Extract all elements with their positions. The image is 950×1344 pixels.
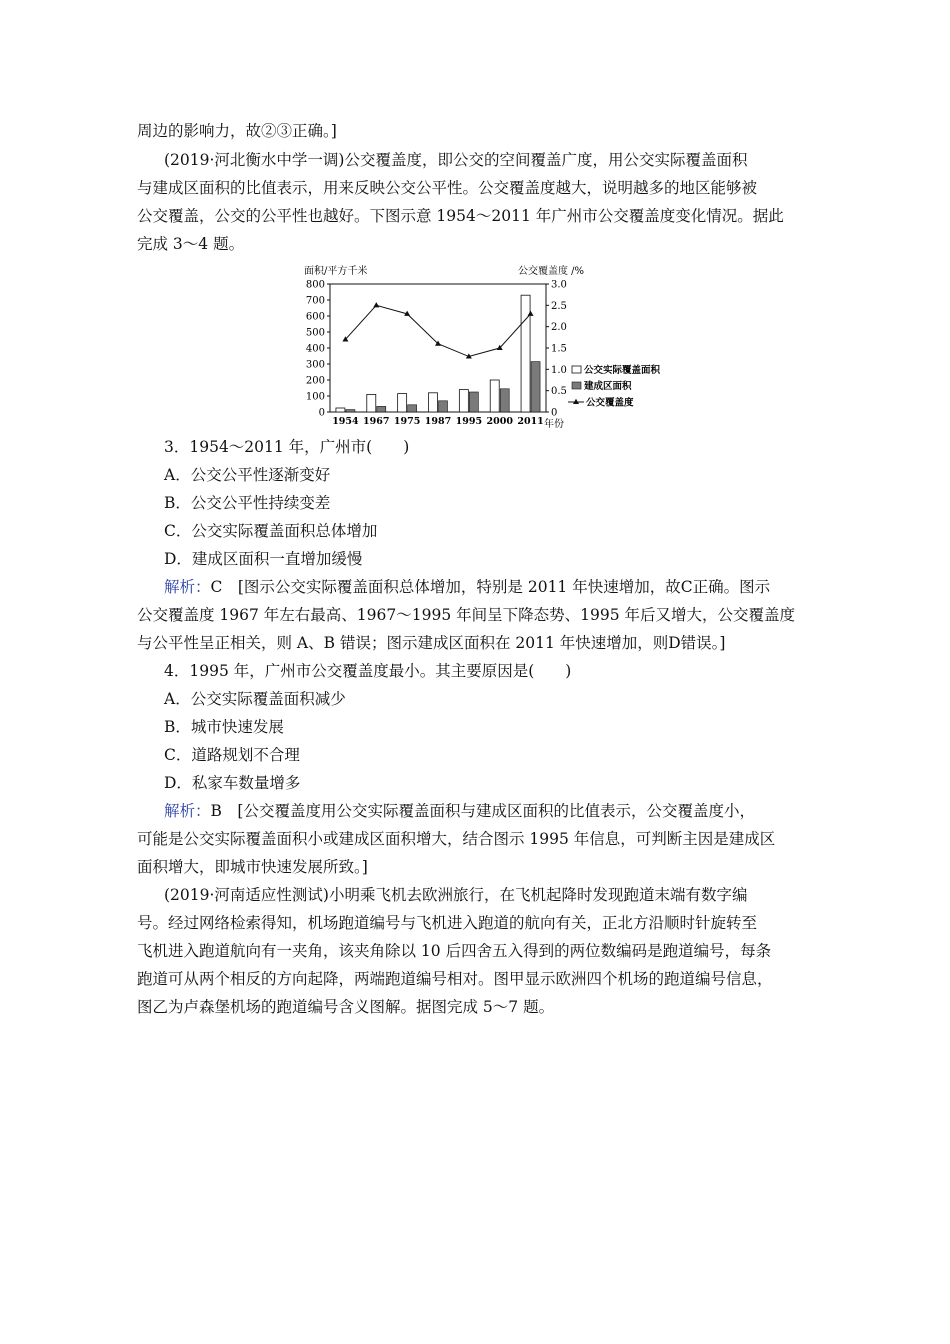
bar-coverage-area — [336, 408, 345, 412]
x-tick-label: 1954 — [332, 416, 359, 427]
x-tick-label: 2000 — [486, 416, 513, 427]
bar-built-up-area — [531, 362, 540, 412]
passage1-line: 周边的影响力，故②③正确。] — [137, 122, 337, 140]
x-tick-label: 1967 — [363, 416, 390, 427]
question-4-analysis-line: 面积增大，即城市快速发展所致。] — [137, 858, 368, 876]
y-axis-title: 面积/平方千米 — [304, 266, 368, 277]
y-tick-label: 200 — [305, 375, 325, 387]
bar-coverage-area — [398, 394, 407, 412]
question-3-analysis-line — [164, 577, 864, 597]
passage2-line: 飞机进入跑道航向有一夹角，该夹角除以 10 后四舍五入得到的两位数编码是跑道编号，每条 — [137, 942, 772, 960]
coverage-point — [373, 302, 379, 307]
bar-coverage-area — [429, 393, 438, 412]
coverage-line — [345, 305, 530, 356]
legend-label: 公交实际覆盖面积 — [584, 365, 661, 376]
y-tick-label: 700 — [305, 295, 325, 307]
passage1-line: 与建成区面积的比值表示，用来反映公交公平性。公交覆盖度越大，说明越多的地区能够被 — [137, 179, 758, 197]
passage1-line: 公交覆盖，公交的公平性也越好。下图示意 1954～2011 年广州市公交覆盖度变化情况。据此 — [137, 207, 784, 225]
y-tick-label: 500 — [305, 327, 325, 339]
y-tick-label: 0 — [318, 407, 325, 419]
y2-tick-label: 0.5 — [551, 386, 567, 398]
legend-marker-coverage — [573, 399, 579, 404]
passage2-line: 号。经过网络检索得知，机场跑道编号与飞机进入跑道的航向有关，正北方沿顺时针旋转至 — [137, 914, 758, 932]
coverage-chart — [290, 260, 690, 435]
y2-tick-label: 2.0 — [551, 322, 567, 334]
x-tick-label: 1995 — [455, 416, 483, 427]
question-4-analysis-line — [164, 801, 864, 821]
question-4-stem: 4．1995 年，广州市公交覆盖度最小。其主要原因是( ) — [164, 662, 572, 680]
analysis-label: 解析： — [164, 578, 211, 596]
question-3-option-a: A．公交公平性逐渐变好 — [164, 466, 331, 484]
y-tick-label: 400 — [305, 343, 325, 355]
bar-coverage-area — [367, 394, 376, 412]
legend-swatch-coverage-area — [572, 366, 581, 373]
y2-axis-title: 公交覆盖度 /% — [518, 266, 585, 277]
question-3-analysis-line: 与公平性呈正相关，则 A、B 错误；图示建成区面积在 2011 年快速增加，则D错误。] — [137, 634, 726, 652]
question-4-option-b: B．城市快速发展 — [164, 718, 284, 736]
passage1-line: 完成 3～4 题。 — [137, 235, 245, 253]
x-axis-unit: 年份 — [544, 419, 564, 430]
bar-built-up-area — [346, 410, 355, 412]
passage2-line: (2019·河南适应性测试)小明乘飞机去欧洲旅行，在飞机起降时发现跑道末端有数字编 — [164, 886, 748, 904]
bar-built-up-area — [500, 389, 509, 412]
bar-built-up-area — [439, 401, 448, 412]
question-4-analysis-line: 可能是公交实际覆盖面积小或建成区面积增大，结合图示 1995 年信息，可判断主因是建成区 — [137, 830, 776, 848]
y2-tick-label: 3.0 — [551, 279, 567, 291]
y2-tick-label: 1.5 — [551, 343, 567, 355]
plot-frame — [330, 284, 546, 412]
question-4-option-d: D．私家车数量增多 — [164, 774, 301, 792]
analysis-text: C [图示公交实际覆盖面积总体增加，特别是 2011 年快速增加，故C正确。图示 — [210, 578, 771, 596]
analysis-text: B [公交覆盖度用公交实际覆盖面积与建成区面积的比值表示，公交覆盖度小， — [210, 802, 755, 820]
bar-coverage-area — [490, 380, 499, 412]
y2-tick-label: 0 — [551, 407, 558, 419]
y2-tick-label: 2.5 — [551, 300, 567, 312]
bar-built-up-area — [408, 405, 417, 412]
x-tick-label: 1987 — [424, 416, 452, 427]
question-3-option-d: D．建成区面积一直增加缓慢 — [164, 550, 363, 568]
passage2-line: 跑道可从两个相反的方向起降，两端跑道编号相对。图甲显示欧洲四个机场的跑道编号信息， — [137, 970, 773, 988]
passage2-line: 图乙为卢森堡机场的跑道编号含义图解。据图完成 5～7 题。 — [137, 998, 555, 1016]
y-tick-label: 600 — [305, 311, 325, 323]
question-3-stem: 3．1954～2011 年，广州市( ) — [164, 438, 410, 456]
y2-tick-label: 1.0 — [551, 364, 567, 376]
passage1-line: (2019·河北衡水中学一调)公交覆盖度，即公交的空间覆盖广度，用公交实际覆盖面积 — [164, 151, 748, 169]
bar-coverage-area — [459, 390, 468, 412]
bar-built-up-area — [377, 406, 386, 412]
question-4-option-a: A．公交实际覆盖面积减少 — [164, 690, 346, 708]
y-tick-label: 300 — [305, 359, 325, 371]
x-tick-label: 1975 — [393, 416, 421, 427]
legend-label: 建成区面积 — [584, 381, 632, 392]
legend-label: 公交覆盖度 — [586, 397, 634, 409]
x-tick-label: 2011 — [517, 416, 544, 427]
bar-coverage-area — [521, 295, 530, 412]
analysis-label: 解析： — [164, 802, 211, 820]
bar-built-up-area — [469, 392, 478, 412]
question-3-option-b: B．公交公平性持续变差 — [164, 494, 331, 512]
legend-swatch-built-up-area — [572, 382, 581, 389]
question-4-option-c: C．道路规划不合理 — [164, 746, 300, 764]
y-tick-label: 800 — [305, 279, 325, 291]
question-3-analysis-line: 公交覆盖度 1967 年左右最高、1967～1995 年间呈下降态势、1995 年后又增大，公交覆盖度 — [137, 606, 795, 624]
question-3-option-c: C．公交实际覆盖面积总体增加 — [164, 522, 378, 540]
y-tick-label: 100 — [305, 391, 325, 403]
